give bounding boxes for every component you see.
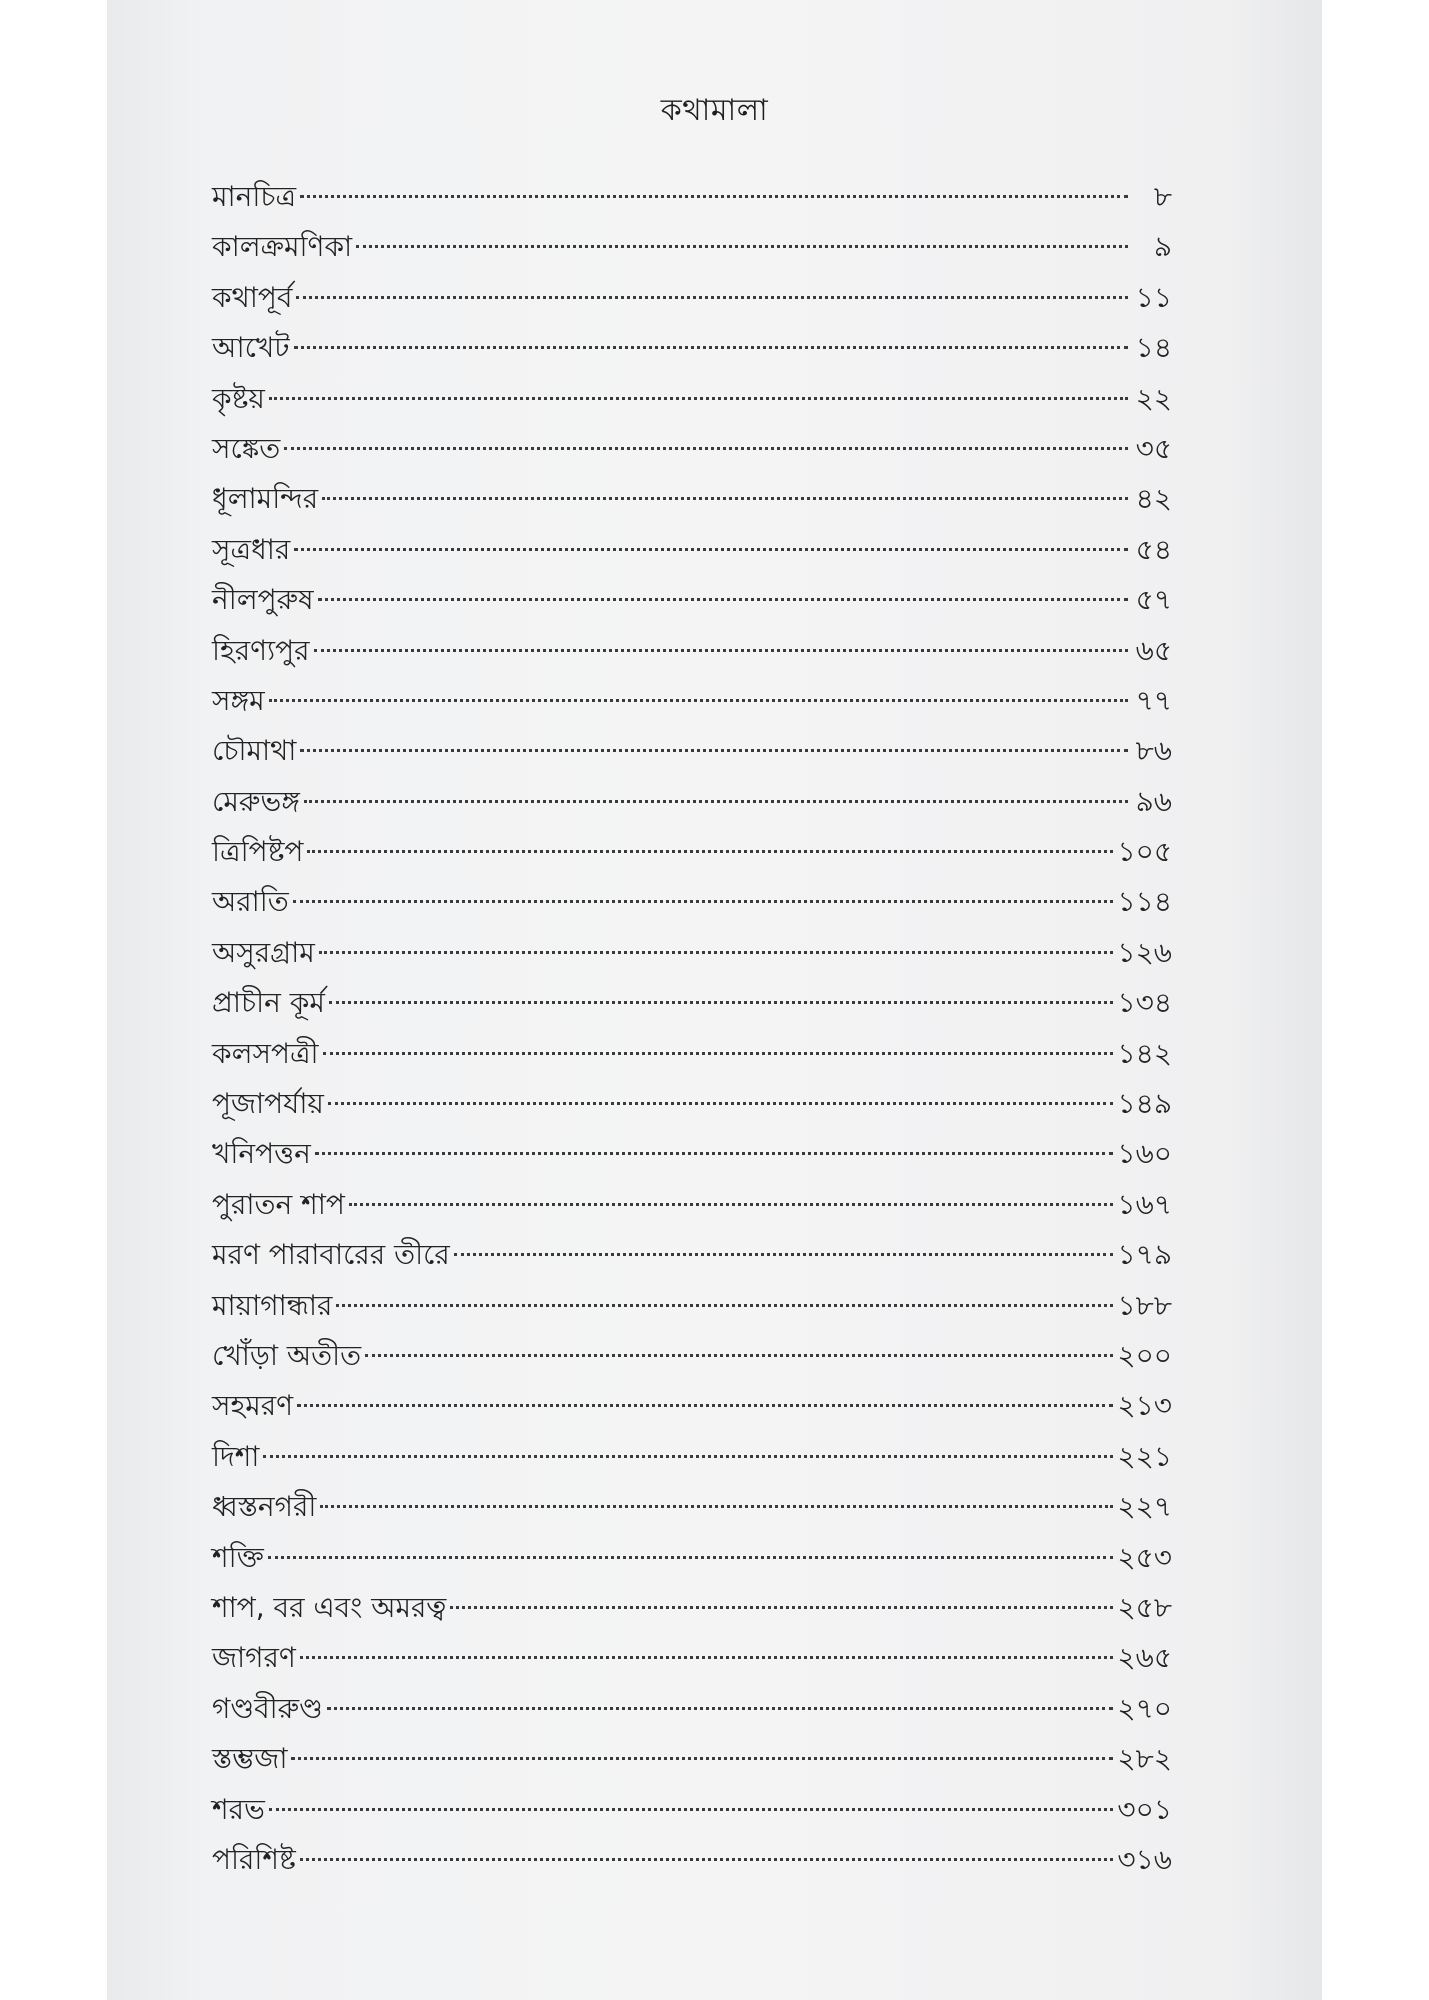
toc-entry-page-number: ১৪	[1135, 331, 1172, 365]
dot-leader	[315, 1152, 1114, 1155]
toc-entry-title: গণ্ডবীরুণ্ড	[212, 1691, 323, 1725]
toc-entry	[212, 1633, 1172, 1683]
dot-leader	[356, 245, 1128, 248]
toc-entry	[212, 222, 1172, 272]
toc-entry-title: সূত্রধার	[212, 532, 291, 566]
toc-entry	[212, 273, 1172, 323]
toc-entry	[212, 978, 1172, 1028]
toc-entry-page-number: ২২৭	[1117, 1490, 1172, 1524]
dot-leader	[365, 1354, 1113, 1357]
toc-entry-page-number: ১০৫	[1117, 835, 1172, 869]
dot-leader	[294, 346, 1128, 349]
table-of-contents	[212, 172, 1172, 1885]
toc-entry	[212, 474, 1172, 524]
toc-entry-page-number: ১১৪	[1117, 885, 1172, 919]
toc-entry-title: সহমরণ	[212, 1389, 294, 1423]
page-title: কথামালা	[660, 93, 769, 128]
toc-entry-title: কলসপত্রী	[212, 1036, 319, 1070]
toc-entry	[212, 1785, 1172, 1835]
dot-leader	[296, 296, 1128, 299]
toc-entry-title: শক্তি	[212, 1540, 264, 1574]
dot-leader	[450, 1606, 1113, 1609]
toc-entry	[212, 827, 1172, 877]
toc-entry-page-number: ১৬৭	[1117, 1187, 1172, 1221]
dot-leader	[269, 1808, 1114, 1811]
book-page	[107, 0, 1322, 2000]
toc-entry-title: কালক্রমণিকা	[212, 230, 353, 264]
toc-entry-page-number: ৩০১	[1117, 1792, 1172, 1826]
toc-entry-title: প্রাচীন কূর্ম	[212, 986, 325, 1020]
toc-entry-title: পরিশিষ্ট	[212, 1842, 296, 1876]
toc-entry	[212, 1129, 1172, 1179]
toc-entry	[212, 1684, 1172, 1734]
toc-entry-page-number: ১৮৮	[1117, 1288, 1172, 1322]
toc-entry-title: স্তম্ভজা	[212, 1742, 288, 1776]
dot-leader	[269, 699, 1128, 702]
toc-entry-page-number: ১৬০	[1117, 1137, 1172, 1171]
toc-entry-page-number: ২২	[1135, 381, 1172, 415]
dot-leader	[307, 850, 1113, 853]
toc-entry-title: শরভ	[212, 1792, 265, 1826]
toc-entry-title: শাপ, বর এবং অমরত্ব	[212, 1590, 447, 1624]
toc-entry-page-number: ৯	[1153, 230, 1172, 264]
toc-entry-title: মায়াগান্ধার	[212, 1288, 333, 1322]
toc-entry	[212, 1482, 1172, 1532]
toc-entry	[212, 1230, 1172, 1280]
toc-entry-title: কথাপূর্ব	[212, 280, 293, 314]
toc-entry	[212, 777, 1172, 827]
dot-leader	[284, 447, 1128, 450]
toc-entry-page-number: ২৭০	[1117, 1691, 1172, 1725]
toc-entry-title: মেরুভঙ্গ	[212, 784, 300, 818]
toc-entry	[212, 1281, 1172, 1331]
toc-entry-page-number: ১৪৯	[1117, 1087, 1172, 1121]
toc-entry-page-number: ৮	[1153, 180, 1172, 213]
toc-entry	[212, 1381, 1172, 1431]
toc-entry-title: মানচিত্র	[212, 180, 297, 213]
dot-leader	[269, 397, 1128, 400]
dot-leader	[323, 1052, 1114, 1055]
toc-entry	[212, 575, 1172, 625]
dot-leader	[263, 1455, 1113, 1458]
toc-entry-page-number: ২১৩	[1117, 1389, 1172, 1423]
toc-entry-page-number: ৭৭	[1135, 683, 1172, 717]
dot-leader	[300, 1858, 1114, 1861]
dot-leader	[300, 195, 1128, 198]
toc-entry-page-number: ১২৬	[1117, 935, 1172, 969]
toc-entry-page-number: ১৭৯	[1117, 1238, 1172, 1272]
toc-entry-page-number: ৯৬	[1135, 784, 1172, 818]
toc-entry-title: চৌমাথা	[212, 734, 297, 768]
toc-entry	[212, 525, 1172, 575]
toc-entry	[212, 726, 1172, 776]
toc-entry	[212, 1734, 1172, 1784]
dot-leader	[293, 900, 1114, 903]
toc-entry-title: কৃষ্টয়	[212, 381, 265, 415]
dot-leader	[328, 1102, 1114, 1105]
toc-entry-title: নীলপুরুষ	[212, 583, 314, 617]
toc-entry-page-number: ৩৫	[1135, 431, 1172, 465]
dot-leader	[314, 649, 1128, 652]
toc-entry-title: পুরাতন শাপ	[212, 1187, 345, 1221]
toc-entry-title: হিরণ্যপুর	[212, 633, 310, 667]
toc-entry	[212, 1079, 1172, 1129]
toc-entry-page-number: ৫৭	[1135, 583, 1172, 617]
toc-entry-title: ধূলামন্দির	[212, 482, 319, 516]
toc-entry-page-number: ১৩৪	[1117, 986, 1172, 1020]
dot-leader	[318, 598, 1128, 601]
toc-entry-title: সঙ্কেত	[212, 431, 281, 465]
toc-entry	[212, 323, 1172, 373]
toc-entry	[212, 1029, 1172, 1079]
toc-entry-page-number: ৮৬	[1135, 734, 1172, 768]
toc-entry	[212, 374, 1172, 424]
dot-leader	[291, 1757, 1113, 1760]
dot-leader	[327, 1707, 1113, 1710]
toc-entry	[212, 1835, 1172, 1885]
dot-leader	[300, 749, 1128, 752]
toc-entry-page-number: ২৬৫	[1117, 1641, 1172, 1675]
toc-entry-page-number: ৫৪	[1135, 532, 1172, 566]
toc-entry-title: খনিপত্তন	[212, 1137, 311, 1171]
toc-entry-page-number: ৩১৬	[1117, 1842, 1172, 1876]
toc-entry-page-number: ৬৫	[1135, 633, 1172, 667]
dot-leader	[320, 1505, 1113, 1508]
dot-leader	[454, 1253, 1114, 1256]
toc-entry-title: দিশা	[212, 1439, 260, 1473]
toc-entry	[212, 1533, 1172, 1583]
toc-entry-title: ধ্বস্তনগরী	[212, 1490, 317, 1524]
toc-entry	[212, 1331, 1172, 1381]
toc-entry-title: জাগরণ	[212, 1641, 296, 1675]
toc-entry-page-number: ২৫৩	[1117, 1540, 1172, 1574]
toc-entry-title: সঙ্গম	[212, 683, 265, 717]
dot-leader	[336, 1304, 1113, 1307]
dot-leader	[304, 800, 1128, 803]
toc-entry-title: আখেট	[212, 331, 290, 365]
toc-entry-page-number: ১১	[1135, 280, 1172, 314]
dot-leader	[322, 497, 1128, 500]
toc-entry	[212, 928, 1172, 978]
toc-entry	[212, 877, 1172, 927]
toc-entry	[212, 1180, 1172, 1230]
toc-entry-page-number: ৪২	[1135, 482, 1172, 516]
dot-leader	[300, 1656, 1114, 1659]
toc-entry-title: ত্রিপিষ্টপ	[212, 835, 304, 869]
toc-entry	[212, 626, 1172, 676]
toc-entry-title: অরাতি	[212, 885, 289, 919]
dot-leader	[294, 548, 1128, 551]
toc-entry	[212, 172, 1172, 222]
toc-entry	[212, 424, 1172, 474]
toc-entry-page-number: ২৮২	[1117, 1742, 1172, 1776]
toc-entry	[212, 1432, 1172, 1482]
dot-leader	[319, 951, 1114, 954]
toc-entry-title: পূজাপর্যায়	[212, 1087, 324, 1121]
toc-entry-title: খোঁড়া অতীত	[212, 1338, 362, 1372]
toc-entry-title: অসুরগ্রাম	[212, 935, 315, 969]
dot-leader	[349, 1203, 1114, 1206]
toc-entry-page-number: ১৪২	[1117, 1036, 1172, 1070]
toc-entry-page-number: ২০০	[1117, 1338, 1172, 1372]
toc-entry-title: মরণ পারাবারের তীরে	[212, 1238, 450, 1272]
toc-entry-page-number: ২২১	[1117, 1439, 1172, 1473]
dot-leader	[268, 1556, 1114, 1559]
toc-entry	[212, 1583, 1172, 1633]
dot-leader	[297, 1404, 1113, 1407]
toc-entry	[212, 676, 1172, 726]
dot-leader	[329, 1001, 1114, 1004]
toc-entry-page-number: ২৫৮	[1117, 1590, 1172, 1624]
